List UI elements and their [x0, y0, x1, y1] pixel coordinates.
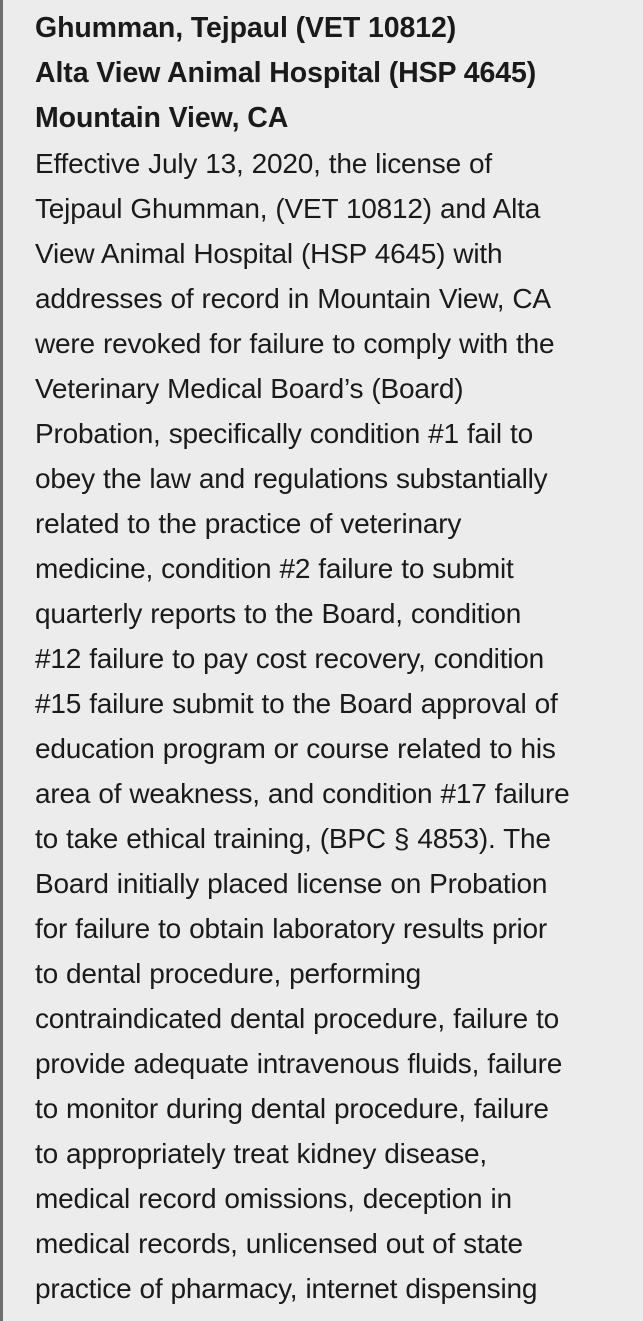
body-line: provide adequate intravenous fluids, failure: [35, 1048, 563, 1079]
body-line: Tejpaul Ghumman, (VET 10812) and Alta: [35, 193, 541, 224]
hospital-name: Alta View Animal Hospital (HSP 4645): [35, 57, 537, 89]
body-line: Board initially placed license on Probation: [35, 868, 548, 899]
body-line: medicine, condition #2 failure to submit: [35, 553, 514, 584]
body-line: for failure to obtain laboratory results prior: [35, 913, 548, 944]
disciplinary-entry: [35, 6, 637, 1311]
body-line: Effective July 13, 2020, the license of: [35, 148, 492, 179]
body-line: to dental procedure, performing: [35, 958, 421, 989]
body-line: Probation, specifically condition #1 fail to: [35, 418, 533, 449]
body-line: related to the practice of veterinary: [35, 508, 462, 539]
body-line: medical record omissions, deception in: [35, 1183, 512, 1214]
body-line: obey the law and regulations substantially: [35, 463, 548, 494]
left-border-rule: [0, 0, 3, 1321]
entry-body: [35, 141, 637, 1311]
body-line: area of weakness, and condition #17 failure: [35, 778, 570, 809]
body-line: View Animal Hospital (HSP 4645) with: [35, 238, 503, 269]
body-line: #12 failure to pay cost recovery, condition: [35, 643, 545, 674]
location: Mountain View, CA: [35, 102, 289, 134]
body-line: education program or course related to his: [35, 733, 556, 764]
body-line: to appropriately treat kidney disease,: [35, 1138, 487, 1169]
body-line: #15 failure submit to the Board approval of: [35, 688, 558, 719]
body-line: quarterly reports to the Board, condition: [35, 598, 522, 629]
body-line: were revoked for failure to comply with the: [35, 328, 555, 359]
body-line: to take ethical training, (BPC § 4853). The: [35, 823, 551, 854]
body-line: practice of pharmacy, internet dispensing: [35, 1273, 538, 1304]
body-line: addresses of record in Mountain View, CA: [35, 283, 551, 314]
licensee-name: Ghumman, Tejpaul (VET 10812): [35, 12, 457, 44]
body-line: to monitor during dental procedure, failure: [35, 1093, 549, 1124]
body-line: medical records, unlicensed out of state: [35, 1228, 523, 1259]
body-line: Veterinary Medical Board’s (Board): [35, 373, 464, 404]
body-line: contraindicated dental procedure, failure to: [35, 1003, 559, 1034]
